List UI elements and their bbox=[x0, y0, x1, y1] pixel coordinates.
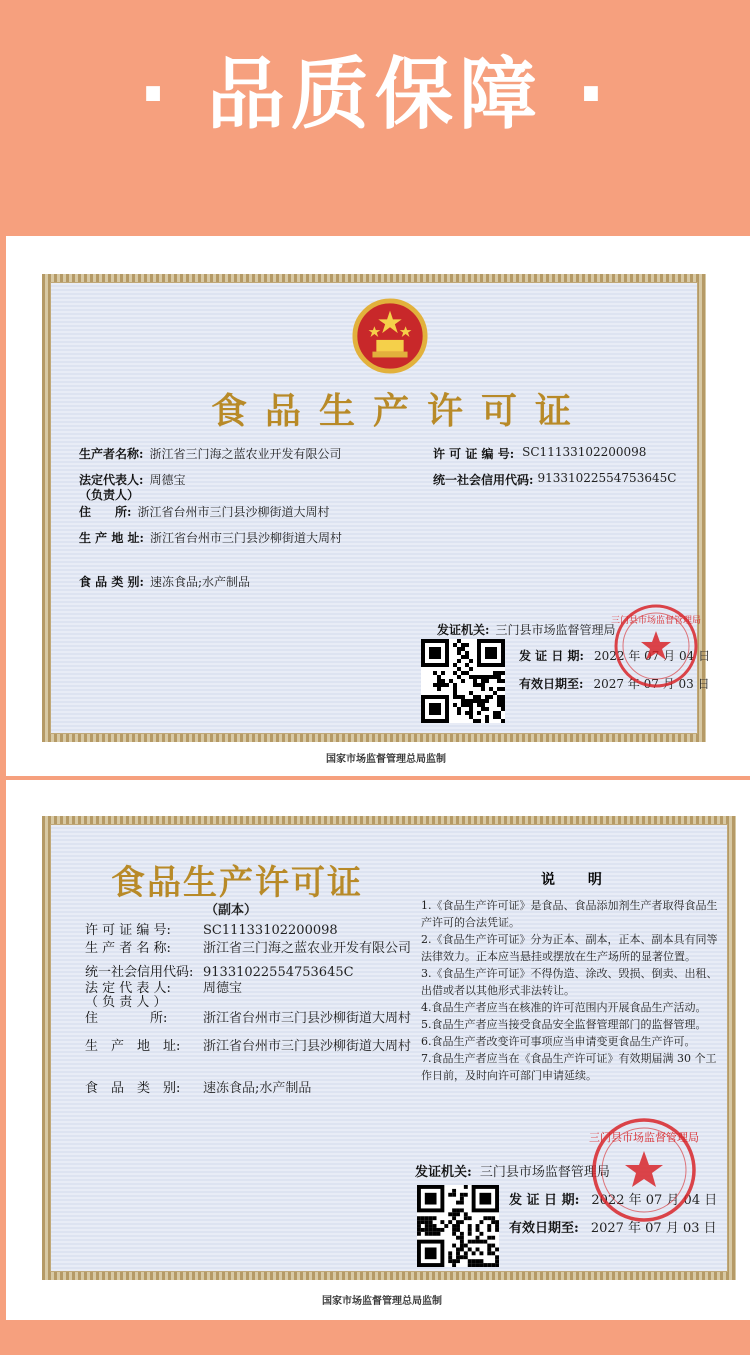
license-value: SC11133102200098 bbox=[203, 923, 338, 938]
certificate-title: 食品生产许可证 bbox=[211, 390, 590, 432]
license-label: 许 可 证 编 号: bbox=[433, 447, 515, 461]
issue-date-label: 发 证 日 期: bbox=[519, 649, 584, 663]
certificate-title: 食品生产许可证 bbox=[111, 863, 363, 903]
producer-value: 浙江省三门海之蓝农业开发有限公司 bbox=[203, 941, 412, 956]
certificate-border bbox=[42, 274, 711, 742]
certificate-original-panel bbox=[6, 236, 750, 776]
seal-text: 三门县市场监督管理局 bbox=[589, 1131, 699, 1144]
certificate-body bbox=[50, 282, 711, 734]
food-category-row bbox=[79, 573, 250, 590]
producer-row bbox=[79, 445, 341, 462]
valid-date-label: 有效日期至: bbox=[509, 1221, 579, 1236]
national-emblem-icon bbox=[351, 297, 429, 375]
credit-code-label: 统一社会信用代码: bbox=[433, 473, 534, 487]
valid-date-value: 2027 年 07 月 03 日 bbox=[590, 1221, 717, 1236]
issue-date-label: 发 证 日 期: bbox=[509, 1193, 580, 1208]
issuer-value: 三门县市场监督管理局 bbox=[495, 623, 616, 637]
valid-date-label: 有效日期至: bbox=[519, 677, 584, 691]
credit-code-row bbox=[433, 471, 676, 488]
note-item: 6.食品生产者改变许可事项应当申请变更食品生产许可。 bbox=[421, 1035, 696, 1048]
representative-sub-label: （ 负 责 人 ） bbox=[85, 995, 167, 1010]
producer-label: 生产者名称: bbox=[79, 447, 144, 461]
production-address-label: 生 产 地 址: bbox=[79, 531, 144, 545]
production-address-value: 浙江省台州市三门县沙柳街道大周村 bbox=[203, 1039, 412, 1054]
representative-value: 周德宝 bbox=[149, 473, 186, 487]
license-value: SC11133102200098 bbox=[522, 445, 647, 459]
certificate-duplicate-panel bbox=[6, 780, 750, 1320]
production-address-row bbox=[85, 1035, 411, 1054]
food-category-label: 食 品 类 别: bbox=[85, 1081, 181, 1096]
license-label: 许 可 证 编 号: bbox=[85, 923, 171, 938]
address-row bbox=[85, 1007, 411, 1026]
production-address-row bbox=[79, 529, 342, 546]
address-value: 浙江省台州市三门县沙柳街道大周村 bbox=[137, 505, 330, 519]
food-category-value: 速冻食品;水产制品 bbox=[149, 575, 251, 589]
note-item: 2.《食品生产许可证》分为正本、副本，正本、副本具有同等法律效力。正本应当悬挂或摆放在生产场所的显著位置。 bbox=[421, 933, 718, 963]
representative-sub-row bbox=[79, 486, 139, 503]
issuer-row bbox=[415, 1161, 610, 1180]
notes-list bbox=[421, 897, 721, 1084]
official-seal-icon bbox=[611, 601, 701, 691]
note-item: 1.《食品生产许可证》是食品、食品添加剂生产者取得食品生产许可的合法凭证。 bbox=[421, 899, 718, 929]
issue-date-value: 2022 年 07 月 04 日 bbox=[591, 1193, 718, 1208]
official-seal-icon bbox=[589, 1115, 699, 1225]
production-address-label: 生 产 地 址: bbox=[85, 1039, 181, 1054]
note-item: 7.食品生产者应当在《食品生产许可证》有效期届满 30 个工作日前，及时向许可部门申请延续。 bbox=[421, 1052, 717, 1082]
issuer-label: 发证机关: bbox=[437, 623, 490, 637]
qr-code bbox=[421, 639, 505, 723]
representative-value: 周德宝 bbox=[203, 981, 243, 996]
credit-code-value: 91331022554753645C bbox=[203, 965, 354, 980]
food-category-label: 食 品 类 别: bbox=[79, 575, 144, 589]
note-item: 4.食品生产者应当在核准的许可范围内开展食品生产活动。 bbox=[421, 1001, 707, 1014]
producer-label: 生 产 者 名 称: bbox=[85, 941, 171, 956]
address-label: 住 所: bbox=[79, 505, 132, 519]
license-row bbox=[85, 919, 338, 938]
duplicate-subtitle: （副本） bbox=[205, 903, 258, 918]
notes-title: 说 明 bbox=[541, 872, 616, 888]
valid-date-value: 2027 年 07 月 03 日 bbox=[593, 677, 710, 691]
issuer-row bbox=[437, 621, 615, 638]
issue-date-value: 2022 年 07 月 04 日 bbox=[593, 649, 711, 663]
issuer-value: 三门县市场监督管理局 bbox=[479, 1165, 610, 1180]
representative-label: 法 定 代 表 人: bbox=[85, 981, 171, 996]
issuer-footer: 国家市场监督管理总局监制 bbox=[326, 754, 446, 765]
issuer-footer: 国家市场监督管理总局监制 bbox=[322, 1296, 442, 1307]
seal-text: 三门县市场监督管理局 bbox=[611, 616, 701, 626]
issuer-label: 发证机关: bbox=[415, 1165, 472, 1180]
representative-label: 法定代表人: bbox=[79, 473, 144, 487]
banner-title: · 品质保障 · bbox=[138, 50, 612, 140]
representative-sub-label: （负责人） bbox=[79, 488, 140, 502]
certificate-body bbox=[50, 824, 728, 1272]
license-row bbox=[433, 445, 646, 462]
certificate-border bbox=[42, 816, 736, 1280]
food-category-row bbox=[85, 1077, 311, 1096]
producer-value: 浙江省三门海之蓝农业开发有限公司 bbox=[149, 447, 342, 461]
credit-code-label: 统一社会信用代码: bbox=[85, 965, 194, 980]
address-value: 浙江省台州市三门县沙柳街道大周村 bbox=[203, 1011, 412, 1026]
note-item: 3.《食品生产许可证》不得伪造、涂改、毁损、倒卖、出租、出借或者以其他形式非法转让。 bbox=[421, 967, 718, 997]
production-address-value: 浙江省台州市三门县沙柳街道大周村 bbox=[149, 531, 342, 545]
food-category-value: 速冻食品;水产制品 bbox=[203, 1081, 312, 1096]
note-item: 5.食品生产者应当接受食品安全监督管理部门的监督管理。 bbox=[421, 1018, 707, 1031]
qr-code bbox=[417, 1185, 499, 1267]
banner bbox=[0, 0, 750, 236]
credit-code-value: 91331022554753645C bbox=[537, 471, 677, 485]
producer-row bbox=[85, 937, 411, 956]
address-label: 住 所: bbox=[85, 1011, 168, 1026]
address-row bbox=[79, 503, 329, 520]
